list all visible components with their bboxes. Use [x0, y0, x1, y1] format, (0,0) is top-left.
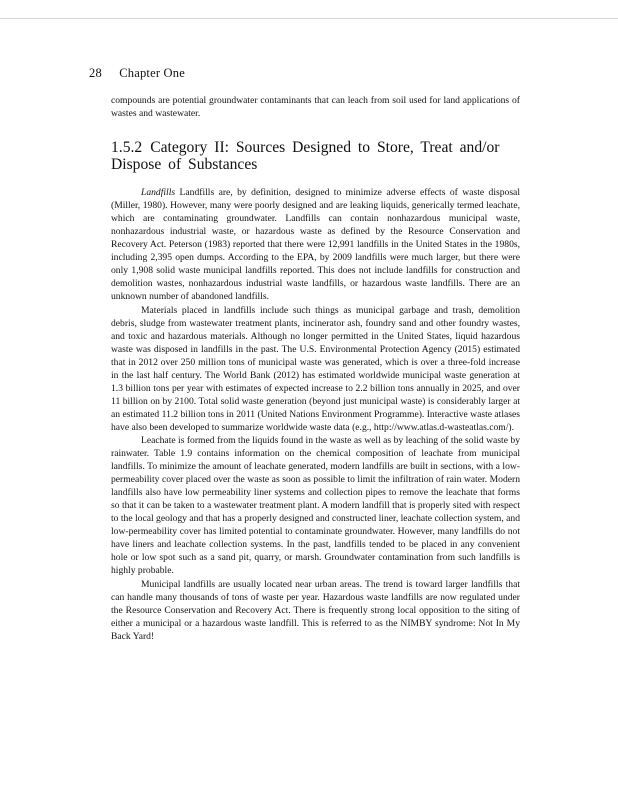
paragraph-text: Municipal landfills are usually located near urban areas. The trend is toward larger landfills that can handle many thousands of tons of waste per year. Hazardous waste landfills are now regulated under the Resource Conservation and Recovery Act. There is frequently strong local opposition to the siting of either a municipal or a hazardous waste landfill. This is referred to as the NIMBY syndrome: Not In My Back Yard!	[111, 578, 520, 642]
section-heading	[111, 139, 520, 173]
paragraph-text: Landfills are, by definition, designed to minimize adverse effects of waste disposal (Miller, 1980). However, many were poorly designed and are leaking liquids, generically termed leachate, which are contaminating groundwater. Landfills can contain nonhazardous municipal waste, nonhazardous industrial waste, or hazardous waste as defined by the Resource Conservation and Recovery Act. Peterson (1983) reported that there were 12,991 landfills in the United States in the 1980s, including 2,395 open dumps. According to the EPA, by 2009 landfills were much larger, but there were only 1,908 solid waste municipal landfills reported. This does not include landfills for construction and demolition wastes, nonhazardous industrial waste landfills, or hazardous waste landfills. There are an unknown number of abandoned landfills.	[111, 187, 520, 303]
paragraph-text: Leachate is formed from the liquids found in the waste as well as by leaching of the solid waste by rainwater. Table 1.9 contains information on the chemical composition of leachate from municipal landfills. To minimize the amount of leachate generated, modern landfills are built in sections, with a low-permeability cover placed over the waste as soon as possible to limit the infiltration of rain water. Modern landfills also have low permeability liner systems and collection pipes to remove the leachate that forms so that it can be taken to a wastewater treatment plant. A modern landfill that is properly sited with respect to the local geology and that has a properly designed and constructed liner, leachate collection system, and low-permeability cover has limited potential to contaminate groundwater. However, many landfills do not have liners and leachate collection systems. In the past, landfills tended to be placed in any convenient hole or low spot such as a sand pit, quarry, or marsh. Groundwater contamination from such landfills is highly probable.	[111, 434, 520, 577]
paragraph-landfills	[111, 186, 520, 303]
paragraph-lead-heading: Landfills	[141, 187, 176, 199]
section-number: 1.5.2	[111, 139, 143, 157]
paragraph-text: Materials placed in landfills include such things as municipal garbage and trash, demolition debris, sludge from wastewater treatment plants, incinerator ash, foundry sand and other foundry wastes, and toxic and hazardous materials. Although no longer permitted in the United States, liquid hazardous waste was disposed in landfills in the past. The U.S. Environmental Protection Agency (2015) estimated that in 2012 over 250 million tons of municipal waste was generated, which is over a three-fold increase in the last half century. The World Bank (2012) has estimated worldwide municipal waste generation at 1.3 billion tons per year with estimates of expected increase to 2.2 billion tons annually in 2025, and over 11 billion on by 2100. Total solid waste generation (beyond just municipal waste) is considerably larger at an estimated 11.2 billion tons in 2011 (United Nations Environment Programme). Interactive waste atlases have also been developed to summarize worldwide waste data (e.g., http://www.atlas.d-wasteatlas.com/).	[111, 304, 520, 433]
page-number: 28	[89, 66, 102, 80]
section-title: Category II: Sources Designed to Store, Treat and/or Dispose of Substances	[111, 139, 500, 174]
page-body	[111, 94, 520, 643]
continuation-paragraph: compounds are potential groundwater contaminants that can leach from soil used for land applications of wastes and wastewater.	[111, 95, 520, 120]
running-header	[89, 66, 185, 81]
paragraph-municipal	[111, 578, 520, 643]
top-rule	[0, 18, 618, 19]
paragraph-materials	[111, 304, 520, 434]
paragraph-leachate	[111, 434, 520, 578]
chapter-label: Chapter One	[119, 66, 185, 80]
